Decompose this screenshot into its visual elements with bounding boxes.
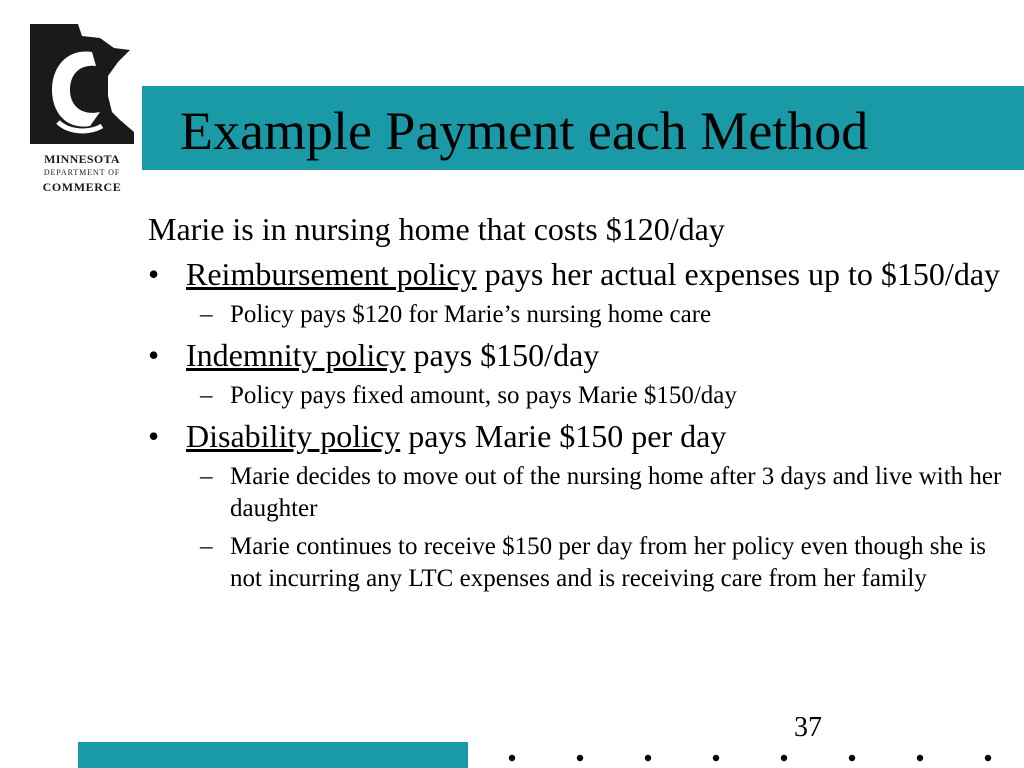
bullet-reimbursement [148, 256, 1018, 293]
sub-bullet-text: Policy pays $120 for Marie’s nursing home care [230, 301, 712, 328]
minnesota-commerce-logo [22, 22, 142, 202]
term-reimbursement-policy: Reimbursement policy [186, 256, 477, 292]
footer-dot [713, 755, 719, 761]
bullet-text: pays Marie $150 per day [400, 418, 727, 454]
footer-dot [849, 755, 855, 761]
intro-line: Marie is in nursing home that costs $120/day [148, 211, 725, 247]
sub-bullet [148, 461, 1018, 525]
bullet-indemnity [148, 337, 1018, 374]
page-number: 37 [794, 712, 822, 743]
sub-bullet [148, 299, 1018, 331]
term-disability-policy: Disability policy [186, 418, 401, 454]
minnesota-map-c-icon [22, 22, 142, 152]
footer-dot [509, 755, 515, 761]
sub-bullet [148, 531, 1018, 595]
footer-dot [577, 755, 583, 761]
bullet-marker: • [148, 418, 160, 454]
sub-bullet-text: Policy pays fixed amount, so pays Marie $150/day [230, 382, 737, 409]
dash-marker: – [200, 533, 213, 560]
sub-bullet [148, 380, 1018, 412]
sub-bullet-text: Marie continues to receive $150 per day from her policy even though she is not incurring any LTC expenses and is receiving care from her family [230, 533, 987, 592]
bullet-text: pays $150/day [405, 337, 600, 373]
logo-department-of: DEPARTMENT OF [43, 168, 121, 177]
logo-commerce: COMMERCE [42, 180, 122, 194]
dash-marker: – [200, 382, 213, 409]
bullet-text: pays her actual expenses up to $150/day [476, 256, 1001, 292]
footer-dot [917, 755, 923, 761]
footer-dot [645, 755, 651, 761]
term-indemnity-policy: Indemnity policy [186, 337, 406, 373]
bullet-marker: • [148, 337, 160, 373]
slide-body [148, 210, 1018, 601]
footer-band [78, 742, 468, 768]
dash-marker: – [200, 301, 213, 328]
footer-dot [781, 755, 787, 761]
footer-dots [500, 746, 1020, 766]
logo-minnesota: MINNESOTA [44, 152, 120, 166]
footer-dot [985, 755, 991, 761]
slide-title: Example Payment each Method [180, 101, 869, 161]
bullet-disability [148, 418, 1018, 455]
bullet-marker: • [148, 256, 160, 292]
sub-bullet-text: Marie decides to move out of the nursing home after 3 days and live with her daughter [230, 463, 1002, 522]
dash-marker: – [200, 463, 213, 490]
